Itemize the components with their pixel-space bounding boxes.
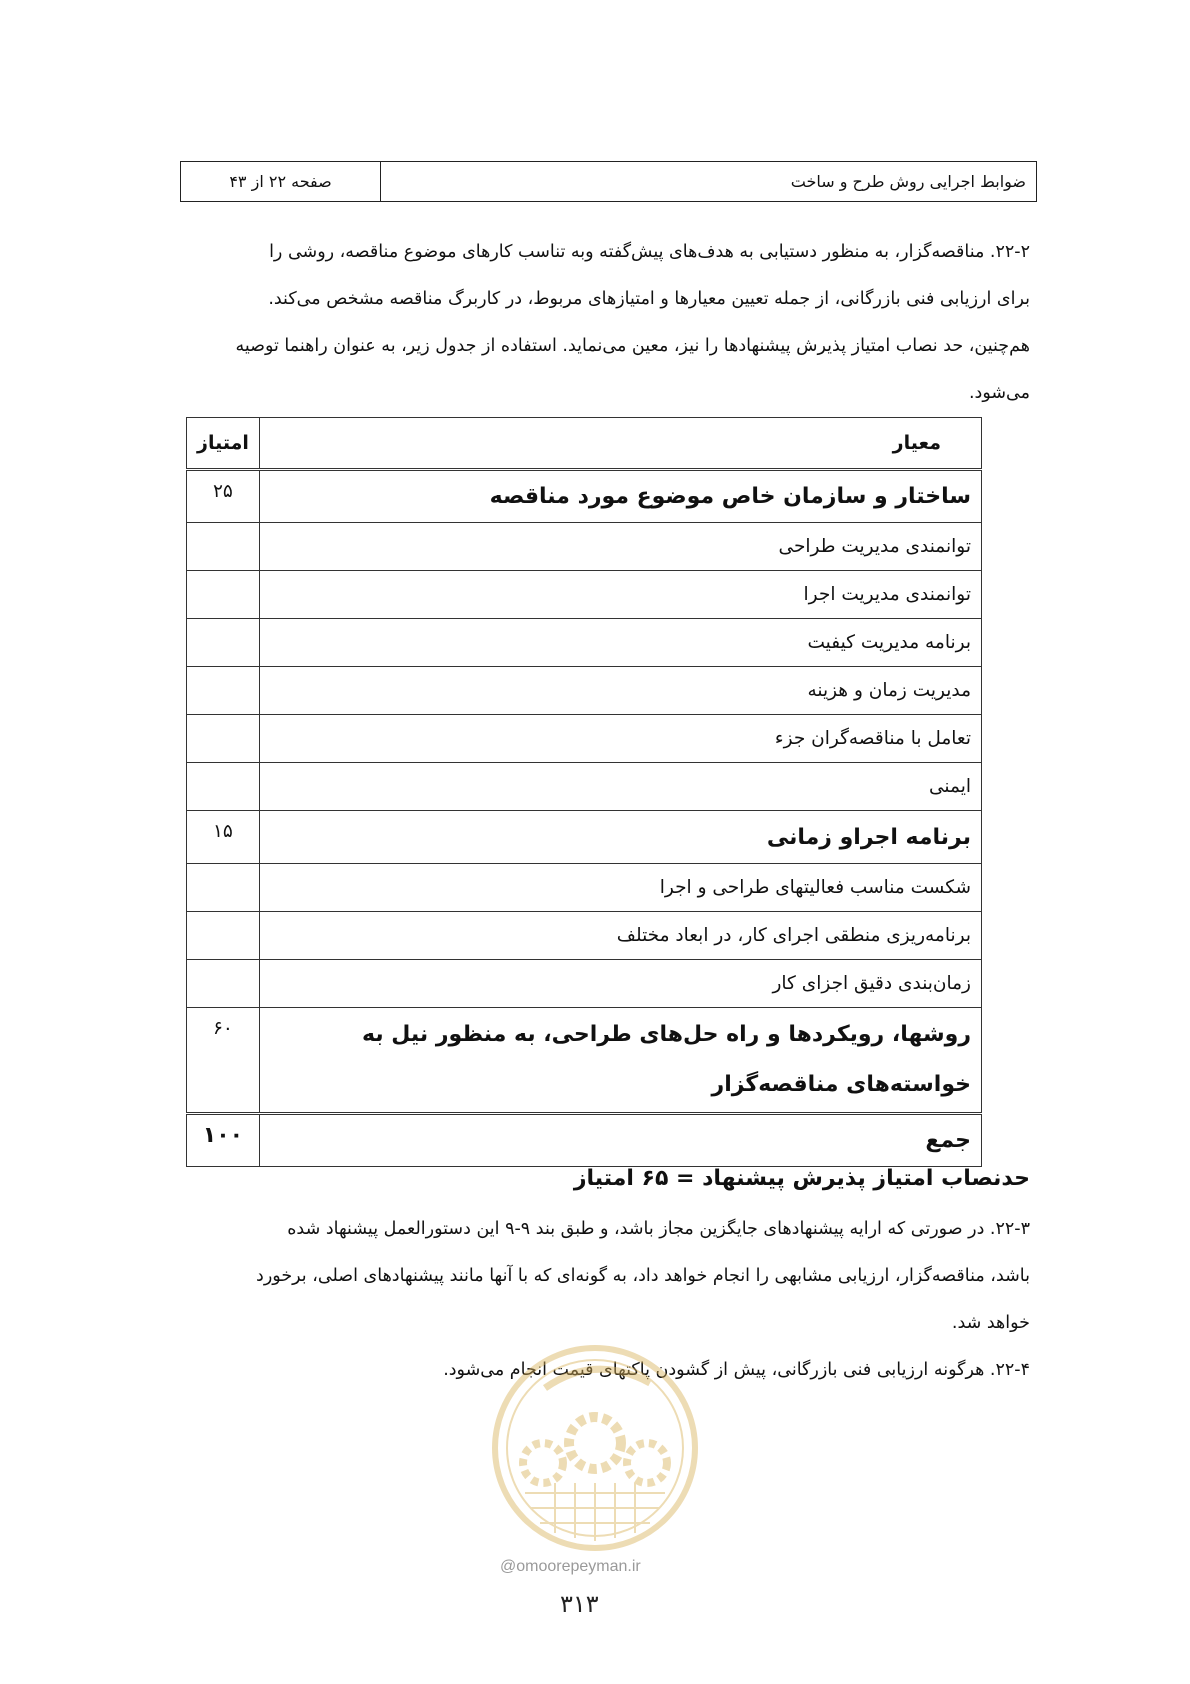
table-row [187, 864, 982, 912]
paragraph-line: باشد، مناقصه‌گزار، ارزیابی مشابهی را انجام خواهد داد، به گونه‌ای که با آنها مانند پیشنهادهای اصلی، برخورد [256, 1266, 1030, 1286]
total-label-cell: جمع [259, 1114, 981, 1167]
table-row [187, 763, 982, 811]
criterion-cell: توانمندی مدیریت اجرا [259, 571, 981, 619]
table-total-row [187, 1114, 982, 1167]
score-cell: ۲۵ [187, 470, 260, 523]
criterion-cell: زمان‌بندی دقیق اجزای کار [259, 960, 981, 1008]
table-row-category [187, 470, 982, 523]
column-header-criterion: معیار [259, 418, 981, 470]
paragraph-line: هم‌چنین، حد نصاب امتیاز پذیرش پیشنهادها را نیز، معین می‌نماید. استفاده از جدول زیر، به عنوان راهنما توصیه [235, 336, 1030, 356]
criterion-cell: مدیریت زمان و هزینه [259, 667, 981, 715]
acceptance-threshold: حدنصاب امتیاز پذیرش پیشنهاد = ۶۵ امتیاز [573, 1166, 1030, 1191]
score-cell [187, 912, 260, 960]
score-cell [187, 864, 260, 912]
evaluation-criteria-table [186, 417, 982, 1167]
table-row [187, 619, 982, 667]
score-cell [187, 960, 260, 1008]
table-row [187, 571, 982, 619]
page-indicator: صفحه ۲۲ از ۴۳ [181, 162, 381, 201]
criterion-cell: برنامه مدیریت کیفیت [259, 619, 981, 667]
score-cell [187, 523, 260, 571]
watermark-site: @omoorepeyman.ir [500, 1558, 641, 1575]
table-header-row [187, 418, 982, 470]
total-score-cell: ۱۰۰ [187, 1114, 260, 1167]
table-row [187, 960, 982, 1008]
score-cell: ۶۰ [187, 1008, 260, 1114]
criterion-cell: شکست مناسب فعالیتهای طراحی و اجرا [259, 864, 981, 912]
page-header [180, 161, 1037, 202]
paragraph-22-4: ۲۲-۴. هرگونه ارزیابی فنی بازرگانی، پیش از گشودن پاکتهای قیمت انجام می‌شود. [443, 1360, 1030, 1380]
page-number: ۳۱۳ [560, 1590, 599, 1618]
score-cell [187, 715, 260, 763]
criterion-cell: توانمندی مدیریت طراحی [259, 523, 981, 571]
paragraph-line: ۲۲-۳. در صورتی که ارایه پیشنهادهای جایگزین مجاز باشد، و طبق بند ۹-۹ این دستورالعمل پیشنهاد شده [287, 1219, 1030, 1239]
table-row-category [187, 811, 982, 864]
score-cell [187, 571, 260, 619]
table-row-category [187, 1008, 982, 1114]
column-header-score: امتیاز [187, 418, 260, 470]
score-cell [187, 667, 260, 715]
criterion-cell: برنامه اجراو زمانی [259, 811, 981, 864]
table-row [187, 667, 982, 715]
criterion-cell: تعامل با مناقصه‌گران جزء [259, 715, 981, 763]
score-cell [187, 619, 260, 667]
criterion-cell: ساختار و سازمان خاص موضوع مورد مناقصه [259, 470, 981, 523]
criterion-cell: برنامه‌ریزی منطقی اجرای کار، در ابعاد مختلف [259, 912, 981, 960]
watermark-logo [485, 1333, 705, 1563]
paragraph-line: ۲۲-۲. مناقصه‌گزار، به منظور دستیابی به هدف‌های پیش‌گفته وبه تناسب کارهای موضوع مناقصه، روشی را [269, 242, 1030, 262]
table-row [187, 912, 982, 960]
paragraph-line: خواهد شد. [951, 1313, 1030, 1333]
score-cell: ۱۵ [187, 811, 260, 864]
table-row [187, 523, 982, 571]
criterion-cell: روشها، رویکردها و راه حل‌های طراحی، به منظور نیل به خواسته‌های مناقصه‌گزار [259, 1008, 981, 1114]
paragraph-line: می‌شود. [968, 383, 1030, 403]
table-row [187, 715, 982, 763]
paragraph-line: برای ارزیابی فنی بازرگانی، از جمله تعیین معیارها و امتیازهای مربوط، در کاربرگ مناقصه مشخص می‌کند. [268, 289, 1030, 309]
score-cell [187, 763, 260, 811]
criterion-cell: ایمنی [259, 763, 981, 811]
document-title: ضوابط اجرایی روش طرح و ساخت [790, 172, 1026, 191]
